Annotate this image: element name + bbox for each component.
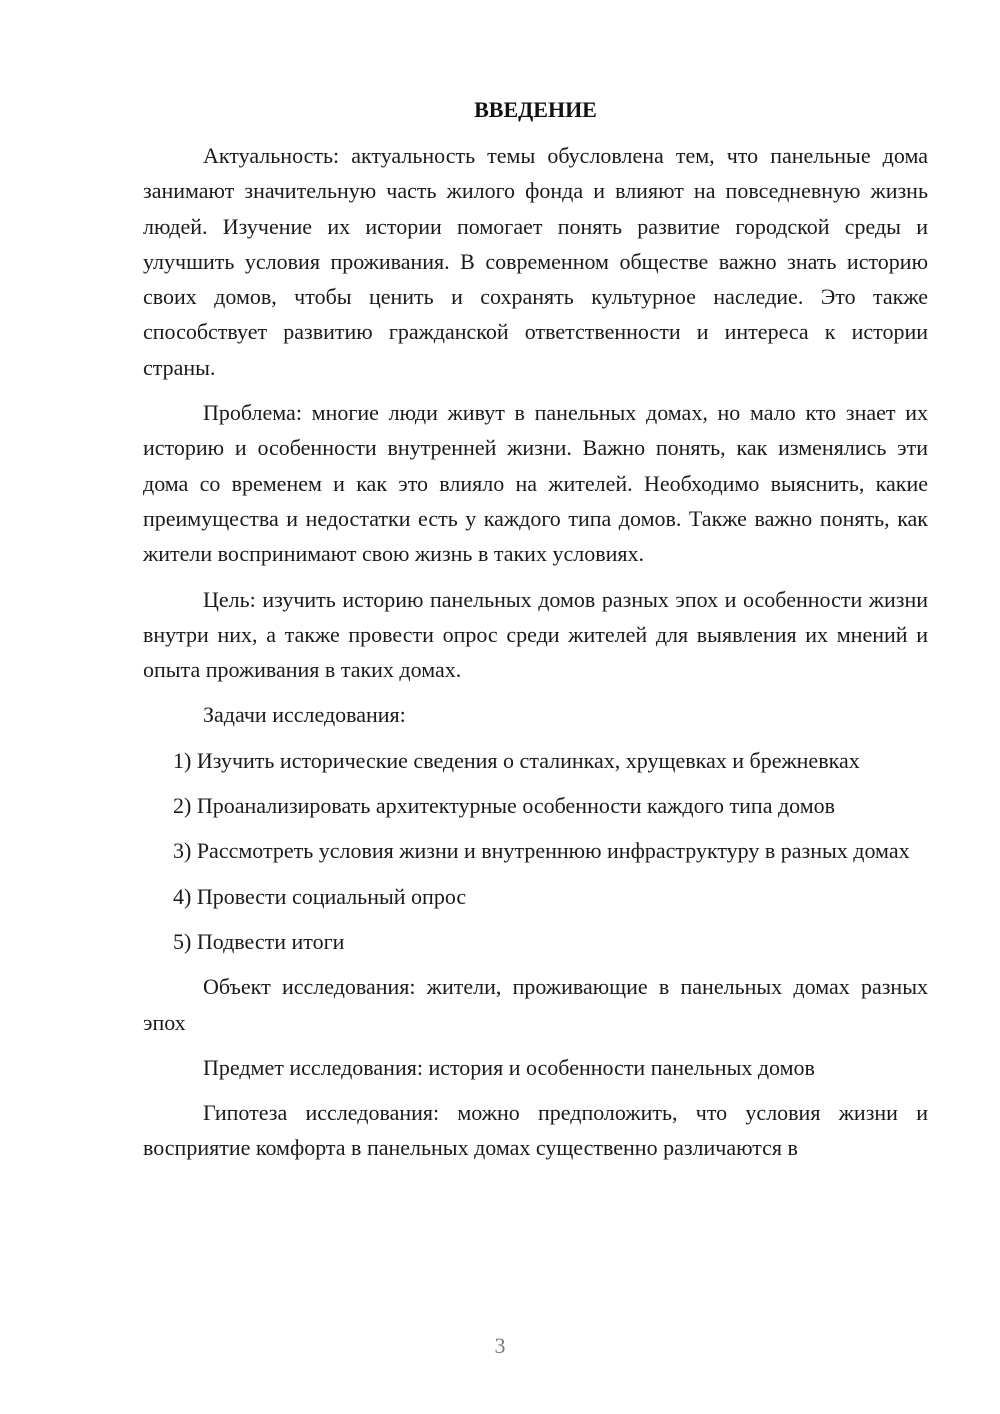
task-item-1: 1) Изучить исторические сведения о сталинках, хрущевках и брежневках xyxy=(173,747,860,773)
paragraph-relevance: Актуальность: актуальность темы обусловлена тем, что панельные дома занимают значительную часть жилого фонда и влияют на повседневную жизнь людей. Изучение их истории помогает понять развитие городской среды и улучшить условия проживания. В современном обществе важно знать историю своих домов, чтобы ценить и сохранять культурное наследие. Это также способствует развитию гражданской ответственности и интереса к истории страны. xyxy=(143,143,928,380)
page-content xyxy=(143,92,928,1176)
page-number: 3 xyxy=(494,1333,506,1358)
task-item-2: 2) Проанализировать архитектурные особенности каждого типа домов xyxy=(173,793,836,819)
paragraph-hypothesis: Гипотеза исследования: можно предположить, что условия жизни и восприятие комфорта в панельных домах существенно различаются в xyxy=(143,1100,928,1161)
paragraph-object: Объект исследования: жители, проживающие в панельных домах разных эпох xyxy=(143,974,928,1035)
paragraph-subject: Предмет исследования: история и особенности панельных домов xyxy=(203,1054,815,1080)
section-title: ВВЕДЕНИЕ xyxy=(474,97,597,122)
task-item-4: 4) Провести социальный опрос xyxy=(173,883,467,909)
task-item-5: 5) Подвести итоги xyxy=(173,928,345,954)
task-item-3: 3) Рассмотреть условия жизни и внутреннюю инфраструктуру в разных домах xyxy=(173,838,910,864)
paragraph-goal: Цель: изучить историю панельных домов разных эпох и особенности жизни внутри них, а также провести опрос среди жителей для выявления их мнений и опыта проживания в таких домах. xyxy=(143,586,928,683)
paragraph-problem: Проблема: многие люди живут в панельных домах, но мало кто знает их историю и особенности внутренней жизни. Важно понять, как изменялись эти дома со временем и как это влияло на жителей. Необходимо выяснить, какие преимущества и недостатки есть у каждого типа домов. Также важно понять, как жители воспринимают свою жизнь в таких условиях. xyxy=(143,400,928,567)
tasks-heading: Задачи исследования: xyxy=(203,702,406,728)
